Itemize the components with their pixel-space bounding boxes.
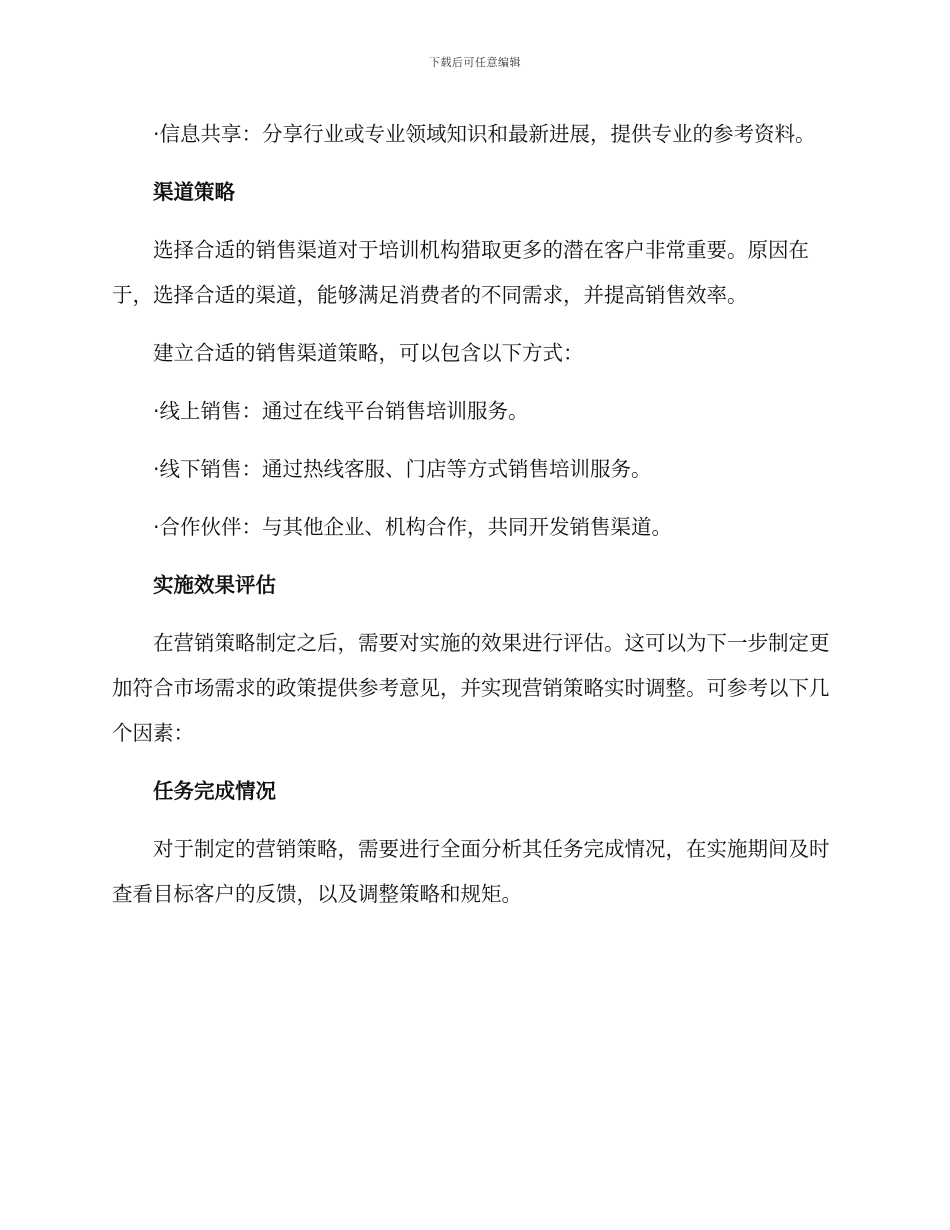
bullet-partners: ·合作伙伴：与其他企业、机构合作，共同开发销售渠道。 bbox=[153, 515, 673, 539]
paragraph-evaluation: 在营销策略制定之后，需要对实施的效果进行评估。这可以为下一步制定更加符合市场需求的政策提供参考意见，并实现营销策略实时调整。可参考以下几个因素： bbox=[112, 631, 830, 745]
paragraph-channel-methods: 建立合适的销售渠道策略，可以包含以下方式： bbox=[153, 341, 584, 365]
section-heading-channel-strategy: 渠道策略 bbox=[153, 180, 235, 204]
paragraph-channel-intro: 选择合适的销售渠道对于培训机构猎取更多的潜在客户非常重要。原因在于，选择合适的渠道，能够满足消费者的不同需求，并提高销售效率。 bbox=[112, 238, 809, 307]
bullet-online-sales: ·线上销售：通过在线平台销售培训服务。 bbox=[153, 399, 529, 423]
bullet-info-sharing: ·信息共享：分享行业或专业领域知识和最新进展，提供专业的参考资料。 bbox=[153, 122, 816, 146]
section-heading-task-completion: 任务完成情况 bbox=[153, 779, 276, 803]
page-header: 下载后可任意编辑 bbox=[429, 56, 521, 69]
section-heading-effect-evaluation: 实施效果评估 bbox=[153, 573, 276, 597]
bullet-offline-sales: ·线下销售：通过热线客服、门店等方式销售培训服务。 bbox=[153, 457, 652, 481]
paragraph-task-completion: 对于制定的营销策略，需要进行全面分析其任务完成情况，在实施期间及时查看目标客户的反馈，以及调整策略和规矩。 bbox=[112, 837, 830, 906]
document-body bbox=[112, 112, 830, 917]
